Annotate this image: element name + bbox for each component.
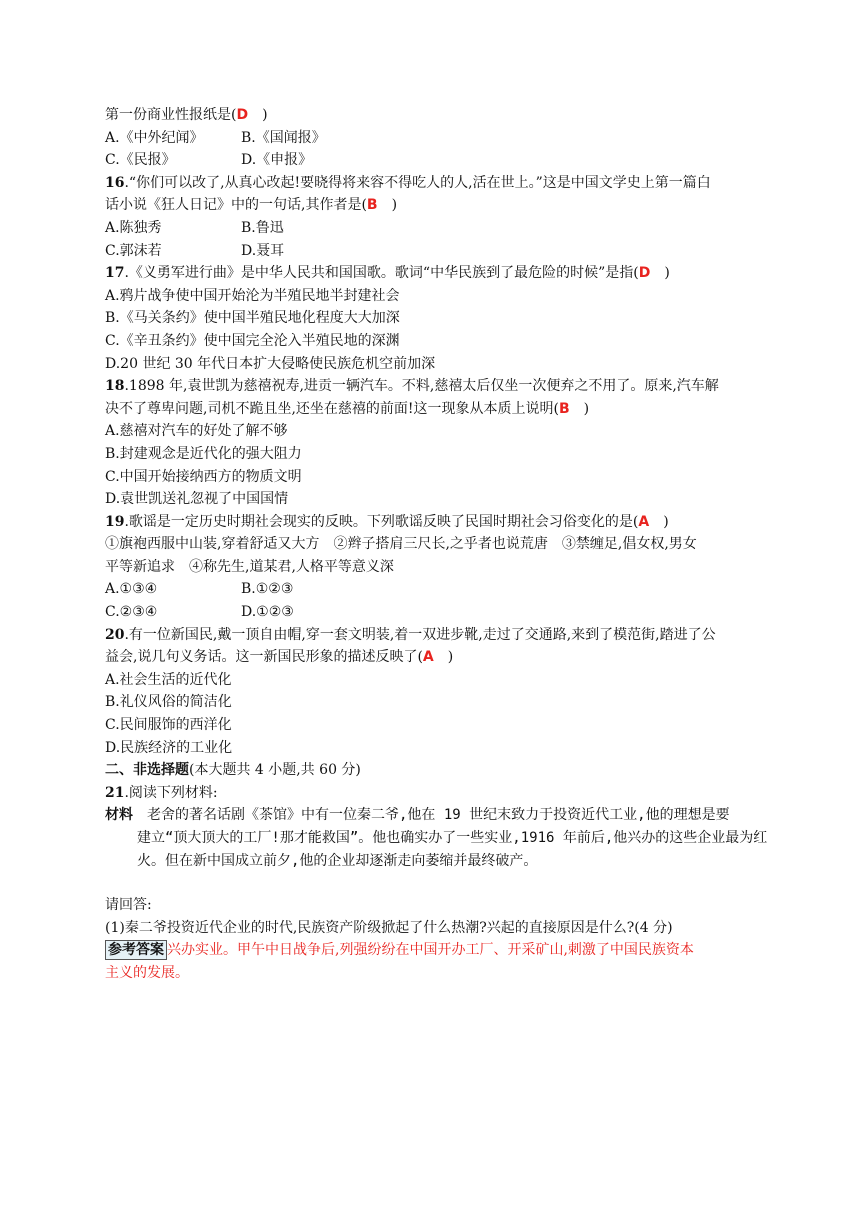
question-15-stem: 第一份商业性报纸是(D )	[105, 107, 268, 123]
question-number: 18	[105, 378, 125, 395]
question-19-options-row2	[105, 601, 760, 624]
option-d: D.20 世纪 30 年代日本扩大侵略使民族危机空前加深	[105, 355, 436, 372]
question-16-stem: 16.“你们可以改了,从真心改起!要晓得将来容不得吃人的人,活在世上。”这是中国文学史上第一篇白	[105, 174, 711, 191]
option-d: D.袁世凯送礼忽视了中国国情	[105, 491, 289, 508]
question-21-stem: 21.阅读下列材料:	[105, 784, 218, 801]
question-number: 17	[105, 265, 125, 282]
question-number: 19	[105, 513, 125, 530]
option-b: B.《国闻报》	[241, 129, 326, 146]
question-16-stem-cont: 话小说《狂人日记》中的一句话,其作者是(B )	[105, 197, 398, 214]
answer-17: D	[638, 265, 651, 282]
question-20-stem: 20.有一位新国民,戴一顶自由帽,穿一套文明装,着一双进步靴,走过了交通路,来到了模范街,踏进了公	[105, 626, 716, 643]
option-d: D.聂耳	[241, 242, 285, 259]
question-16-options-row1	[105, 217, 760, 240]
question-15-options-row1	[105, 127, 760, 150]
option-b: B.封建观念是近代化的强大阻力	[105, 445, 302, 462]
answer-20: A	[422, 649, 434, 666]
question-19-options-row1	[105, 578, 760, 601]
option-c: C.《民报》	[105, 152, 176, 169]
material-line: 建立“顶大顶大的工厂!那才能救国”。他也确实办了一些实业,1916 年前后,他兴办的这些企业最为红	[137, 830, 768, 846]
option-c: C.郭沫若	[105, 242, 162, 259]
exam-page	[105, 104, 768, 985]
option-a: A.鸦片战争使中国开始沦为半殖民地半封建社会	[105, 287, 400, 304]
question-20-stem-cont: 益会,说几句义务话。这一新国民形象的描述反映了(A )	[105, 649, 454, 666]
question-number: 21	[105, 784, 125, 801]
option-d: D.民族经济的工业化	[105, 739, 233, 756]
material-label: 材料	[105, 807, 133, 824]
reference-answer-cont: 主义的发展。	[105, 964, 189, 981]
answer-19: A	[638, 513, 650, 530]
section-heading: 二、非选择题(本大题共 4 小题,共 60 分)	[105, 762, 361, 779]
option-c: C.中国开始接纳西方的物质文明	[105, 468, 302, 485]
answer-16: B	[366, 197, 378, 214]
option-b: B.《马关条约》使中国半殖民地化程度大大加深	[105, 310, 400, 327]
question-number: 16	[105, 174, 125, 191]
option-a: A.《中外纪闻》	[105, 129, 204, 146]
question-number: 20	[105, 626, 125, 643]
option-a: A.慈禧对汽车的好处了解不够	[105, 423, 288, 440]
option-d: D.①②③	[241, 604, 294, 621]
question-19-stem: 19.歌谣是一定历史时期社会现实的反映。下列歌谣反映了民国时期社会习俗变化的是(A )	[105, 513, 669, 530]
question-18-stem: 18.1898 年,袁世凯为慈禧祝寿,进贡一辆汽车。不料,慈禧太后仅坐一次便弃之不用了。原来,汽车解	[105, 378, 719, 395]
option-d: D.《申报》	[241, 152, 313, 169]
option-b: B.①②③	[241, 581, 294, 598]
reference-answer: 参考答案 兴办实业。甲午中日战争后,列强纷纷在中国开办工厂、开采矿山,刺激了中国民族资本	[105, 939, 760, 962]
option-a: A.社会生活的近代化	[105, 671, 232, 688]
reference-answer-badge: 参考答案	[105, 940, 167, 960]
material-line: 火。但在新中国成立前夕,他的企业却逐渐走向萎缩并最终破产。	[137, 852, 538, 869]
option-b: B.鲁迅	[241, 219, 284, 236]
answer-15: D	[236, 107, 249, 123]
prompt-text: 请回答:	[105, 897, 152, 914]
question-15-options-row2	[105, 149, 760, 172]
option-c: C.《辛丑条约》使中国完全沦入半殖民地的深渊	[105, 332, 400, 349]
question-18-stem-cont: 决不了尊卑问题,司机不跪且坐,还坐在慈禧的前面!这一现象从本质上说明(B )	[105, 400, 590, 417]
option-a: A.①③④	[105, 581, 158, 598]
question-19-items: ①旗袍西服中山装,穿着舒适又大方 ②辫子搭肩三尺长,之乎者也说荒唐 ③禁缠足,倡女权,男女	[105, 536, 697, 553]
option-a: A.陈独秀	[105, 219, 162, 236]
sub-question-1: (1)秦二爷投资近代企业的时代,民族资产阶级掀起了什么热潮?兴起的直接原因是什么?(4 分)	[105, 919, 673, 936]
question-19-items-cont: 平等新追求 ④称先生,道某君,人格平等意义深	[105, 558, 394, 575]
question-16-options-row2	[105, 240, 760, 263]
question-17-stem: 17.《义勇军进行曲》是中华人民共和国国歌。歌词“中华民族到了最危险的时候”是指(D )	[105, 265, 670, 282]
option-c: C.②③④	[105, 604, 158, 621]
option-b: B.礼仪风俗的简洁化	[105, 694, 232, 711]
answer-18: B	[559, 400, 570, 417]
option-c: C.民间服饰的西洋化	[105, 717, 232, 734]
material-line: 材料 老舍的著名话剧《茶馆》中有一位秦二爷,他在 19 世纪末致力于投资近代工业,他的理想是要	[105, 807, 730, 824]
